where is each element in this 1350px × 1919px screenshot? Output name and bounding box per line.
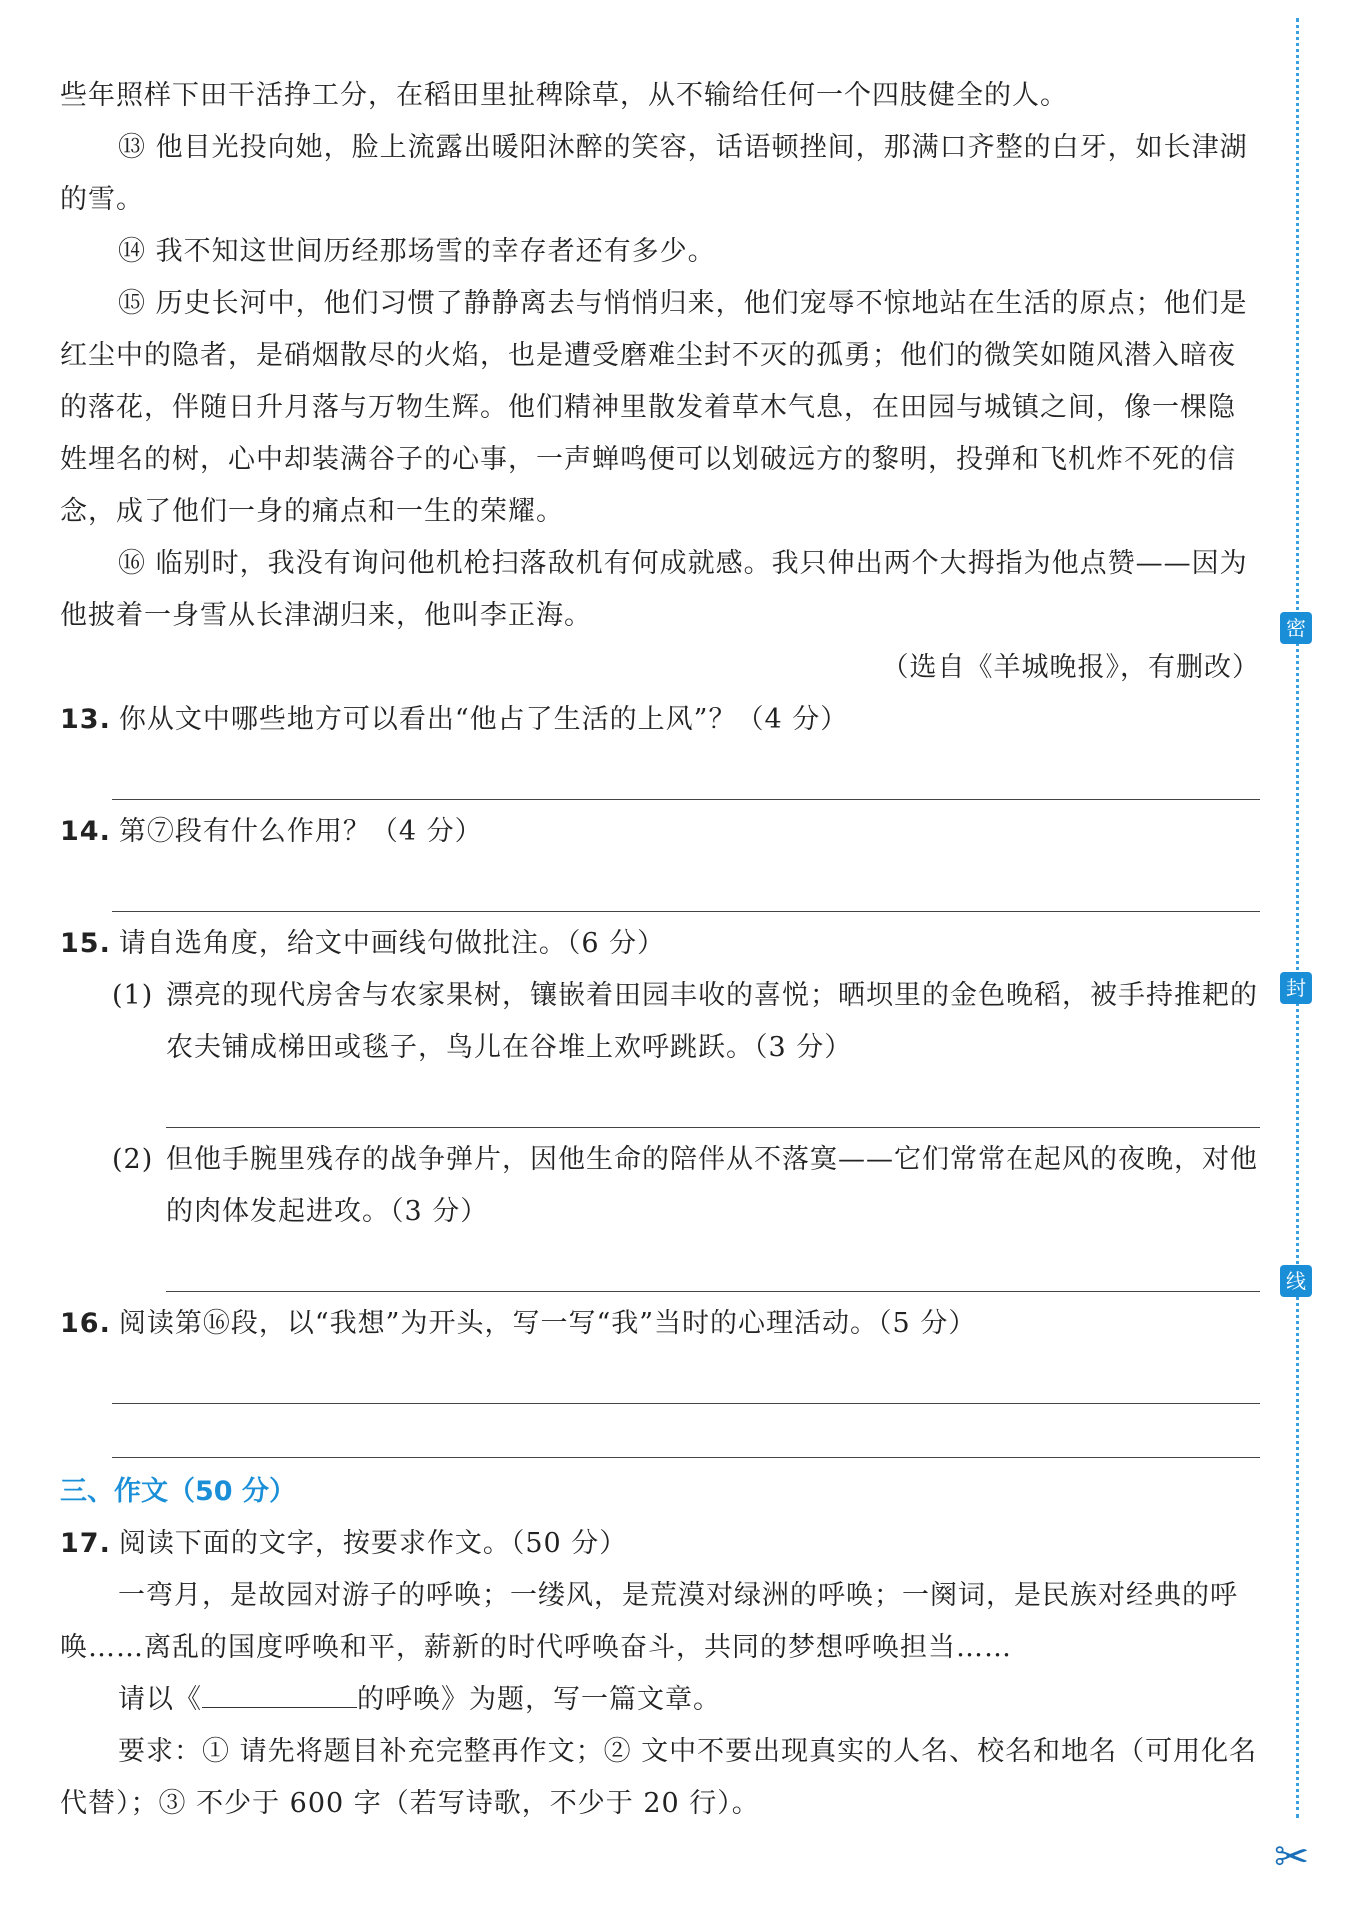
sub-label: (1) bbox=[112, 980, 154, 1011]
question-number: 13. bbox=[60, 704, 111, 735]
question-text: 阅读第⑯段，以“我想”为开头，写一写“我”当时的心理活动。（5 分） bbox=[118, 1308, 977, 1339]
question-17 bbox=[60, 1518, 1260, 1570]
question-number: 15. bbox=[60, 928, 111, 959]
sub-label: (2) bbox=[112, 1144, 154, 1175]
question-16 bbox=[60, 1298, 1260, 1350]
passage-source: （选自《羊城晚报》，有删改） bbox=[881, 652, 1260, 683]
question-text: 第⑦段有什么作用？（4 分） bbox=[118, 816, 483, 847]
question-number: 14. bbox=[60, 816, 111, 847]
composition-title-instruction: 请以《 的呼唤》为题，写一篇文章。 bbox=[118, 1684, 721, 1715]
section-title-composition: 三、作文（50 分） bbox=[60, 1476, 296, 1507]
answer-line-15-1[interactable] bbox=[166, 1126, 1260, 1128]
question-number: 17. bbox=[60, 1528, 111, 1559]
question-number: 16. bbox=[60, 1308, 111, 1339]
question-15 bbox=[60, 918, 1260, 970]
answer-line-14[interactable] bbox=[112, 910, 1260, 912]
composition-requirements: 要求：① 请先将题目补充完整再作文；② 文中不要出现真实的人名、校名和地名（可用化名代替）；③ 不少于 600 字（若写诗歌，不少于 20 行）。 bbox=[60, 1736, 1258, 1819]
seal-tag-xian: 线 bbox=[1280, 1265, 1312, 1297]
question-13 bbox=[60, 694, 1260, 746]
question-15-part-2 bbox=[60, 1134, 1260, 1238]
paragraph-16: ⑯ 临别时，我没有询问他机枪扫落敌机有何成就感。我只伸出两个大拇指为他点赞——因为他披着一身雪从长津湖归来，他叫李正海。 bbox=[60, 548, 1248, 631]
answer-line-15-2[interactable] bbox=[166, 1290, 1260, 1292]
question-text: 请自选角度，给文中画线句做批注。（6 分） bbox=[118, 928, 666, 959]
question-14 bbox=[60, 806, 1260, 858]
paragraph-14: ⑭ 我不知这世间历经那场雪的幸存者还有多少。 bbox=[118, 236, 716, 267]
seal-tag-feng: 封 bbox=[1280, 972, 1312, 1004]
annotated-sentence-2: 但他手腕里残存的战争弹片，因他生命的陪伴从不落寞——它们常常在起风的夜晚，对他的肉体发起进攻。（3 分） bbox=[166, 1144, 1258, 1227]
scissors-icon: ✂ bbox=[1274, 1832, 1310, 1881]
paragraph-15: ⑮ 历史长河中，他们习惯了静静离去与悄悄归来，他们宠辱不惊地站在生活的原点；他们是红尘中的隐者，是硝烟散尽的火焰，也是遭受磨难尘封不灭的孤勇；他们的微笑如随风潜入暗夜的落花，伴随日升月落与万物生辉。他们精神里散发着草木气息，在田园与城镇之间，像一棵隐姓埋名的树，心中却装满谷子的心事，一声蝉鸣便可以划破远方的黎明，投弹和飞机炸不死的信念，成了他们一身的痛点和一生的荣耀。 bbox=[60, 288, 1248, 527]
annotated-sentence-1: 漂亮的现代房舍与农家果树，镶嵌着田园丰收的喜悦；晒坝里的金色晚稻，被手持推耙的农夫铺成梯田或毯子，鸟儿在谷堆上欢呼跳跃。（3 分） bbox=[166, 980, 1258, 1063]
question-15-part-1 bbox=[60, 970, 1260, 1074]
composition-prompt: 一弯月，是故园对游子的呼唤；一缕风，是荒漠对绿洲的呼唤；一阕词，是民族对经典的呼唤……离乱的国度呼唤和平，薪新的时代呼唤奋斗，共同的梦想呼唤担当…… bbox=[60, 1580, 1238, 1663]
title-blank[interactable] bbox=[202, 1683, 357, 1708]
passage-continuation: 些年照样下田干活挣工分，在稻田里扯稗除草，从不输给任何一个四肢健全的人。 bbox=[60, 80, 1068, 111]
answer-line-16-b[interactable] bbox=[112, 1456, 1260, 1458]
cut-line bbox=[1296, 18, 1299, 1818]
question-text: 阅读下面的文字，按要求作文。（50 分） bbox=[118, 1528, 628, 1559]
exam-page bbox=[60, 70, 1260, 1830]
question-text: 你从文中哪些地方可以看出“他占了生活的上风”？（4 分） bbox=[118, 704, 849, 735]
paragraph-13: ⑬ 他目光投向她，脸上流露出暖阳沐醉的笑容，话语顿挫间，那满口齐整的白牙，如长津湖的雪。 bbox=[60, 132, 1248, 215]
answer-line-13[interactable] bbox=[112, 798, 1260, 800]
seal-tag-mi: 密 bbox=[1280, 612, 1312, 644]
